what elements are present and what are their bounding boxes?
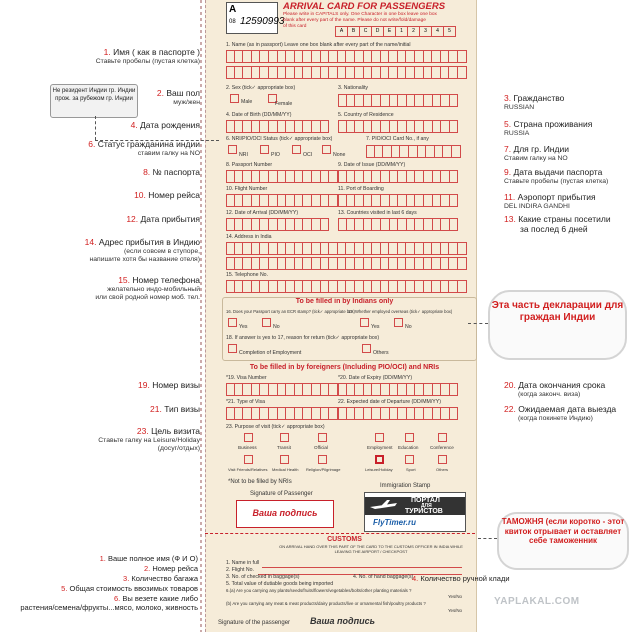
customs-tear-line (205, 533, 475, 534)
medical-checkbox[interactable] (280, 455, 289, 464)
male-label: Male (241, 99, 253, 105)
emp-no-label: No (405, 324, 412, 330)
annotation-text: Количество ручной клади (420, 574, 510, 583)
portal-line1: ПОРТАЛ (411, 497, 440, 504)
annotation-text: Цель визита (151, 426, 200, 436)
customs-hand-label: 4. No. of hand baggage(s) (353, 574, 414, 580)
annotation-number: 21. (149, 404, 162, 414)
annotation-number: 3. (123, 574, 130, 583)
field-purpose-label: 23. Purpose of visit (tick✓ appropriate box) (226, 424, 325, 430)
address-boxes-row1[interactable] (226, 242, 467, 255)
passenger-signature-box[interactable] (236, 500, 334, 528)
ecr-no-checkbox[interactable] (262, 318, 271, 327)
annotation-text: Дата прибытия (140, 214, 200, 224)
annotation-text: Вы везете какие либо (122, 594, 198, 603)
code-box: 5 (444, 26, 456, 37)
port-boxes[interactable] (338, 194, 458, 207)
form-code: 08 (229, 19, 236, 25)
annotation-subtext (20, 437, 200, 445)
customs-annotation-1 (10, 555, 198, 564)
none-checkbox[interactable] (322, 145, 331, 154)
code-box: B (348, 26, 360, 37)
connector-line (478, 538, 497, 539)
code-box: 1 (396, 26, 408, 37)
customs-name-line[interactable] (262, 567, 462, 568)
code-box: 2 (408, 26, 420, 37)
flytimer-logo: FlyTimer.ru (373, 518, 416, 527)
nri-note: *Not to be filled by NRIs (228, 479, 292, 485)
card-title: ARRIVAL CARD FOR PASSENGERS (283, 1, 446, 12)
annotation-7 (504, 145, 569, 163)
annotation-text: Количество багажа (131, 574, 198, 583)
annotation-subtext: желательно индо-мобильный (107, 285, 200, 293)
annotation-subtext: Ставим галку на NO (504, 154, 568, 162)
customs-signature-label: Signature of the passenger (218, 620, 291, 626)
annotation-subtext: (когда законч. виза) (518, 390, 581, 398)
card-no-boxes[interactable] (366, 145, 461, 158)
field-reason-label: 18. If answer is yes to 17, reason for return (tick✓ appropriate box) (226, 335, 380, 341)
annotation-number: 14. (84, 237, 97, 247)
annotation-number: 1. (99, 554, 106, 563)
annotation-number: 4. (130, 120, 138, 130)
customs-meat-yesno: Yes/No (448, 608, 462, 613)
others-checkbox[interactable] (362, 344, 371, 353)
annotation-text: Номер телефона (132, 275, 200, 285)
customs-annotation-3 (10, 575, 198, 584)
annotation-subtext: Ставьте пробелы (пустая клетка) (504, 177, 609, 185)
code-box: C (360, 26, 372, 37)
annotation-text: Ваше полное имя (Ф И О) (107, 554, 198, 563)
airplane-icon (369, 499, 399, 513)
address-boxes-row2[interactable] (226, 257, 467, 270)
transit-label: Transit (277, 445, 291, 450)
customs-plants-yesno: Yes/No (448, 594, 462, 599)
dob-boxes[interactable] (226, 120, 329, 133)
annotation-number: 23. (136, 426, 149, 436)
completion-label: Completion of Employment (239, 350, 302, 356)
field-passport-label: 8. Passport Number (226, 162, 273, 168)
annotation-13 (504, 215, 611, 235)
annotation-number: 19. (138, 380, 150, 390)
annotation-text: № паспорта (152, 167, 200, 177)
annotation-text: Ваш пол (166, 88, 200, 98)
annotation-subtext: Ставьте пробелы (пустая клетка) (95, 57, 200, 65)
portal-line2: ДЛЯ (421, 503, 432, 509)
visa-boxes[interactable] (226, 383, 338, 396)
issue-boxes[interactable] (338, 170, 458, 183)
annotation-number: 4. (412, 574, 419, 583)
customs-flight-label: 2. Flight No. (226, 567, 254, 573)
customs-subheader: ON ARRIVAL HAND OVER THIS PART OF THE CARD TO THE CUSTOMS OFFICER IN INDIA WHILE LEAVING THE AIRPORT / CHECKPOST (279, 544, 463, 554)
field-expiry-label: *20. Date of Expiry (DD/MM/YY) (338, 375, 413, 381)
annotation-21 (20, 405, 200, 415)
conference-checkbox[interactable] (438, 433, 447, 442)
annotation-text: растения/семена/фрукты...мясо, молоко, живность (20, 602, 198, 612)
signature-label: Signature of Passenger (250, 491, 313, 497)
annotation-subtext: муж/жен (173, 98, 200, 106)
customs-annotation-4 (412, 575, 510, 584)
annotation-2 (140, 89, 200, 107)
code-box: 3 (420, 26, 432, 37)
annotation-subtext: напишите хотя бы название отеля) (89, 255, 200, 263)
code-box: D (372, 26, 384, 37)
annotation-text: Дата выдачи паспорта (513, 167, 603, 177)
residence-boxes[interactable] (338, 120, 458, 133)
annotation-text: Ожидаемая дата выезда (518, 404, 617, 414)
sport-label: Sport (406, 467, 416, 472)
annotation-text: Какие страны посетили (518, 214, 611, 224)
flight-boxes[interactable] (226, 194, 338, 207)
customs-annotation-5 (10, 585, 198, 594)
annotation-subtext: DEL INDIRA GANDHI (504, 202, 570, 210)
annotation-22 (504, 405, 616, 423)
departure-boxes[interactable] (338, 407, 458, 420)
field-residence-label: 5. Country of Residence (338, 112, 394, 118)
field-status-label: 6. NRI/PIO/OCI Status (tick✓ appropriate box) (226, 136, 333, 142)
oci-label: OCI (303, 152, 313, 158)
emp-yes-checkbox[interactable] (360, 318, 369, 327)
customs-plants-label: 6.(a) Are you carrying any plants/seeds/fruits/flowers/vegetables/bolts/other planting materials ? (226, 588, 412, 593)
annotation-number: 1. (103, 47, 111, 57)
customs-annotation-2 (10, 565, 198, 574)
ecr-yes-label: Yes (239, 324, 248, 330)
annotation-number: 13. (504, 214, 516, 224)
annotation-subtext: RUSSIA (504, 129, 530, 137)
annotation-6 (20, 140, 200, 158)
friends-checkbox[interactable] (244, 455, 253, 464)
others-purpose-label: Others (436, 467, 449, 472)
ecr-yes-checkbox[interactable] (228, 318, 237, 327)
customs-value-label: 5. Total value of dutiable goods being imported (226, 581, 334, 587)
annotation-subtext-part: Leisure/Holiday (153, 436, 200, 444)
field-issue-label: 9. Date of Issue (DD/MM/YY) (338, 162, 406, 168)
education-checkbox[interactable] (405, 433, 414, 442)
leisure-checkbox[interactable] (375, 455, 384, 464)
friends-label: Visit Friends/Relatives (228, 467, 268, 472)
annotation-text: Номер визы (152, 380, 200, 390)
field-ecr-label: 16. Does your Passport carry an ECR stamp? (tick✓ appropriate box) (226, 309, 355, 314)
education-label: Education (398, 445, 419, 450)
female-label: Female (275, 101, 293, 107)
employment-checkbox[interactable] (375, 433, 384, 442)
annotation-number: 6. (88, 139, 96, 149)
religion-checkbox[interactable] (318, 455, 327, 464)
annotation-subtext: (если совсем в ступоре, (123, 247, 200, 255)
annotation-number: 8. (143, 167, 151, 177)
field-departure-label: 22. Expected date of Departure (DD/MM/YY) (338, 399, 441, 405)
male-checkbox[interactable] (230, 94, 239, 103)
annotation-14 (20, 238, 200, 263)
form-letter: A (229, 4, 237, 15)
watermark: YAPLAKAL.COM (494, 596, 580, 607)
customs-callout (497, 512, 629, 570)
annotation-number: 5. (504, 119, 512, 129)
code-box: 4 (432, 26, 444, 37)
annotation-20 (504, 381, 605, 399)
annotation-number: 5. (61, 584, 68, 593)
field-name-label: 1. Name (as in passport) Leave one box blank after every part of the name/initial (226, 42, 411, 48)
emp-yes-label: Yes (371, 324, 380, 330)
stamp-label: Immigration Stamp (380, 483, 431, 489)
annotation-subtext-part: Ставьте галку на (98, 436, 152, 444)
foreigners-header: To be filled in by foreigners (Including PIO/OCI) and NRIs (249, 364, 440, 371)
annotation-number: 20. (504, 380, 516, 390)
annotation-subtext: или свой родной номер моб. тел. (95, 293, 200, 301)
field-arrival-label: 12. Date of Arrival (DD/MM/YY) (226, 210, 299, 216)
conference-label: Conference (430, 445, 454, 450)
annotation-number: 22. (504, 404, 516, 414)
annotation-4 (20, 121, 200, 131)
annotation-5 (504, 120, 592, 138)
code-box: A (335, 26, 348, 37)
code-boxes (335, 26, 456, 37)
annotation-text: за послед 6 дней (520, 223, 588, 234)
completion-checkbox[interactable] (228, 344, 237, 353)
annotation-text: Страна проживания (513, 119, 593, 129)
field-flight-label: 10. Flight Number (226, 186, 268, 192)
phone-boxes[interactable] (226, 280, 467, 293)
code-box: E (384, 26, 396, 37)
portal-line3: ТУРИСТОВ (405, 508, 443, 515)
instruction-line: Please write in CAPITALS only. One Character in one box leave one box (283, 12, 437, 17)
oci-checkbox[interactable] (292, 145, 301, 154)
annotation-15 (20, 276, 200, 301)
field-countries-label: 13. Countries visited in last 6 days (338, 210, 417, 216)
none-label: None (333, 152, 346, 158)
customs-header: CUSTOMS (327, 536, 362, 543)
annotation-text: Дата рождения (140, 120, 200, 130)
annotation-subtext: ставим галку на NO (137, 149, 200, 157)
annotation-9 (504, 168, 608, 186)
business-checkbox[interactable] (244, 433, 253, 442)
annotation-text: Тип визы (164, 404, 200, 414)
field-address-label: 14. Address in India (226, 234, 272, 240)
connector-line (468, 323, 488, 324)
field-nationality-label: 3. Nationality (338, 85, 368, 91)
field-phone-label: 15. Telephone No. (226, 272, 269, 278)
employment-label: Employment (367, 445, 393, 450)
annotation-text: Дата окончания срока (518, 380, 606, 390)
others-purpose-checkbox[interactable] (438, 455, 447, 464)
annotation-text: Гражданство (513, 93, 565, 103)
annotation-10 (20, 191, 200, 201)
annotation-1 (20, 48, 200, 66)
annotation-subtext: (когда покинете Индию) (518, 414, 593, 422)
annotation-text: Номер рейса (148, 190, 200, 200)
indians-callout (488, 290, 627, 360)
transit-checkbox[interactable] (280, 433, 289, 442)
others-label: Others (373, 350, 389, 356)
instruction-line: blank after every part of the name. Please do not write/fold/damage (283, 17, 426, 23)
field-card-no-label: 7. PIO/OCI Card No., if any (366, 136, 429, 142)
annotation-number: 9. (504, 167, 512, 177)
annotation-subtext: (досуг/отдых) (157, 444, 200, 452)
annotation-text: Имя ( как в паспорте ) (113, 47, 200, 57)
customs-signature-text: Ваша подпись (310, 616, 375, 626)
indians-only-header: To be filled in by Indians only (295, 298, 394, 305)
annotation-text: Номер рейса (152, 564, 198, 573)
annotation-number: 15. (118, 275, 131, 285)
leisure-label: Leisure/Holiday (365, 467, 393, 472)
nri-checkbox[interactable] (228, 145, 237, 154)
annotation-text: Общая стоимость ввозимых товаров (69, 584, 198, 593)
annotation-11 (504, 193, 596, 211)
pio-label: PIO (271, 152, 280, 158)
tear-line (200, 0, 202, 632)
annotation-text: Аэропорт прибытия (517, 192, 596, 202)
field-sex-label: 2. Sex (tick✓ appropriate box) (226, 85, 296, 91)
passport-boxes[interactable] (226, 170, 338, 183)
annotation-number: 3. (504, 93, 512, 103)
indians-callout-text: Эта часть декларации для граждан Индии (491, 300, 624, 323)
annotation-subtext: RUSSIAN (504, 103, 535, 111)
annotation-number: 6. (113, 594, 121, 603)
customs-baggage-label: 3. No. of checked in baggage(s) (226, 574, 300, 580)
business-label: Business (238, 445, 257, 450)
annotation-text: Для гр. Индии (513, 144, 569, 154)
annotation-3 (504, 94, 564, 112)
sport-checkbox[interactable] (405, 455, 414, 464)
annotation-8 (20, 168, 200, 178)
annotation-23 (20, 427, 200, 452)
card-header-box (226, 2, 285, 34)
countries-boxes[interactable] (338, 218, 458, 231)
field-visa-type-label: *21. Type of Visa (226, 399, 266, 405)
nationality-boxes[interactable] (338, 94, 458, 107)
field-port-label: 11. Port of Boarding (338, 186, 384, 192)
pio-checkbox[interactable] (260, 145, 269, 154)
name-boxes-row1[interactable] (226, 50, 467, 63)
annotation-12 (20, 215, 200, 225)
visa-type-boxes[interactable] (226, 407, 338, 420)
annotation-number: 2. (156, 88, 164, 98)
emp-no-checkbox[interactable] (394, 318, 403, 327)
customs-callout-text: ТАМОЖНЯ (если коротко - этот квиток отрывает и оставляет себе таможенник (501, 517, 625, 546)
annotation-number: 10. (134, 190, 146, 200)
annotation-text: Адрес прибытия в Индию (98, 237, 200, 247)
field-visa-label: *19. Visa Number (226, 375, 267, 381)
annotation-19 (20, 381, 200, 391)
field-employed-label: 17. Whether employed overseas (tick✓ appropriate box) (348, 309, 453, 314)
field-dob-label: 4. Date of Birth (DD/MM/YY) (226, 112, 292, 118)
instruction-line: of this card (283, 23, 307, 29)
nonresident-note (50, 84, 138, 118)
official-label: Official (314, 445, 328, 450)
annotation-text: Статус гражданина индии (97, 139, 200, 149)
expiry-boxes[interactable] (338, 383, 458, 396)
annotation-number: 11. (504, 192, 516, 202)
immigration-stamp-box (364, 492, 466, 532)
serial-number: 12590993 (240, 16, 285, 27)
nonresident-text: Не резидент Индии гр. Индии прож. за рубежом гр. Индии (52, 88, 136, 102)
arrival-boxes[interactable] (226, 218, 329, 231)
ecr-no-label: No (273, 324, 280, 330)
annotation-number: 12. (126, 214, 139, 224)
signature-text: Ваша подпись (252, 508, 318, 518)
name-boxes-row2[interactable] (226, 66, 467, 79)
customs-meat-label: (b) Are you carrying any meat & meat products/dairy products/live or ornamental fish/poultry products ? (226, 601, 426, 606)
nri-label: NRI (239, 152, 248, 158)
official-checkbox[interactable] (318, 433, 327, 442)
customs-annotation-6 (6, 595, 198, 612)
customs-name-label: 1. Name in full (226, 560, 260, 566)
medical-label: Medical Health (272, 467, 299, 472)
annotation-number: 7. (504, 144, 512, 154)
religion-label: Religion/Pilgrimage (306, 467, 341, 472)
annotation-number: 2. (144, 564, 151, 573)
